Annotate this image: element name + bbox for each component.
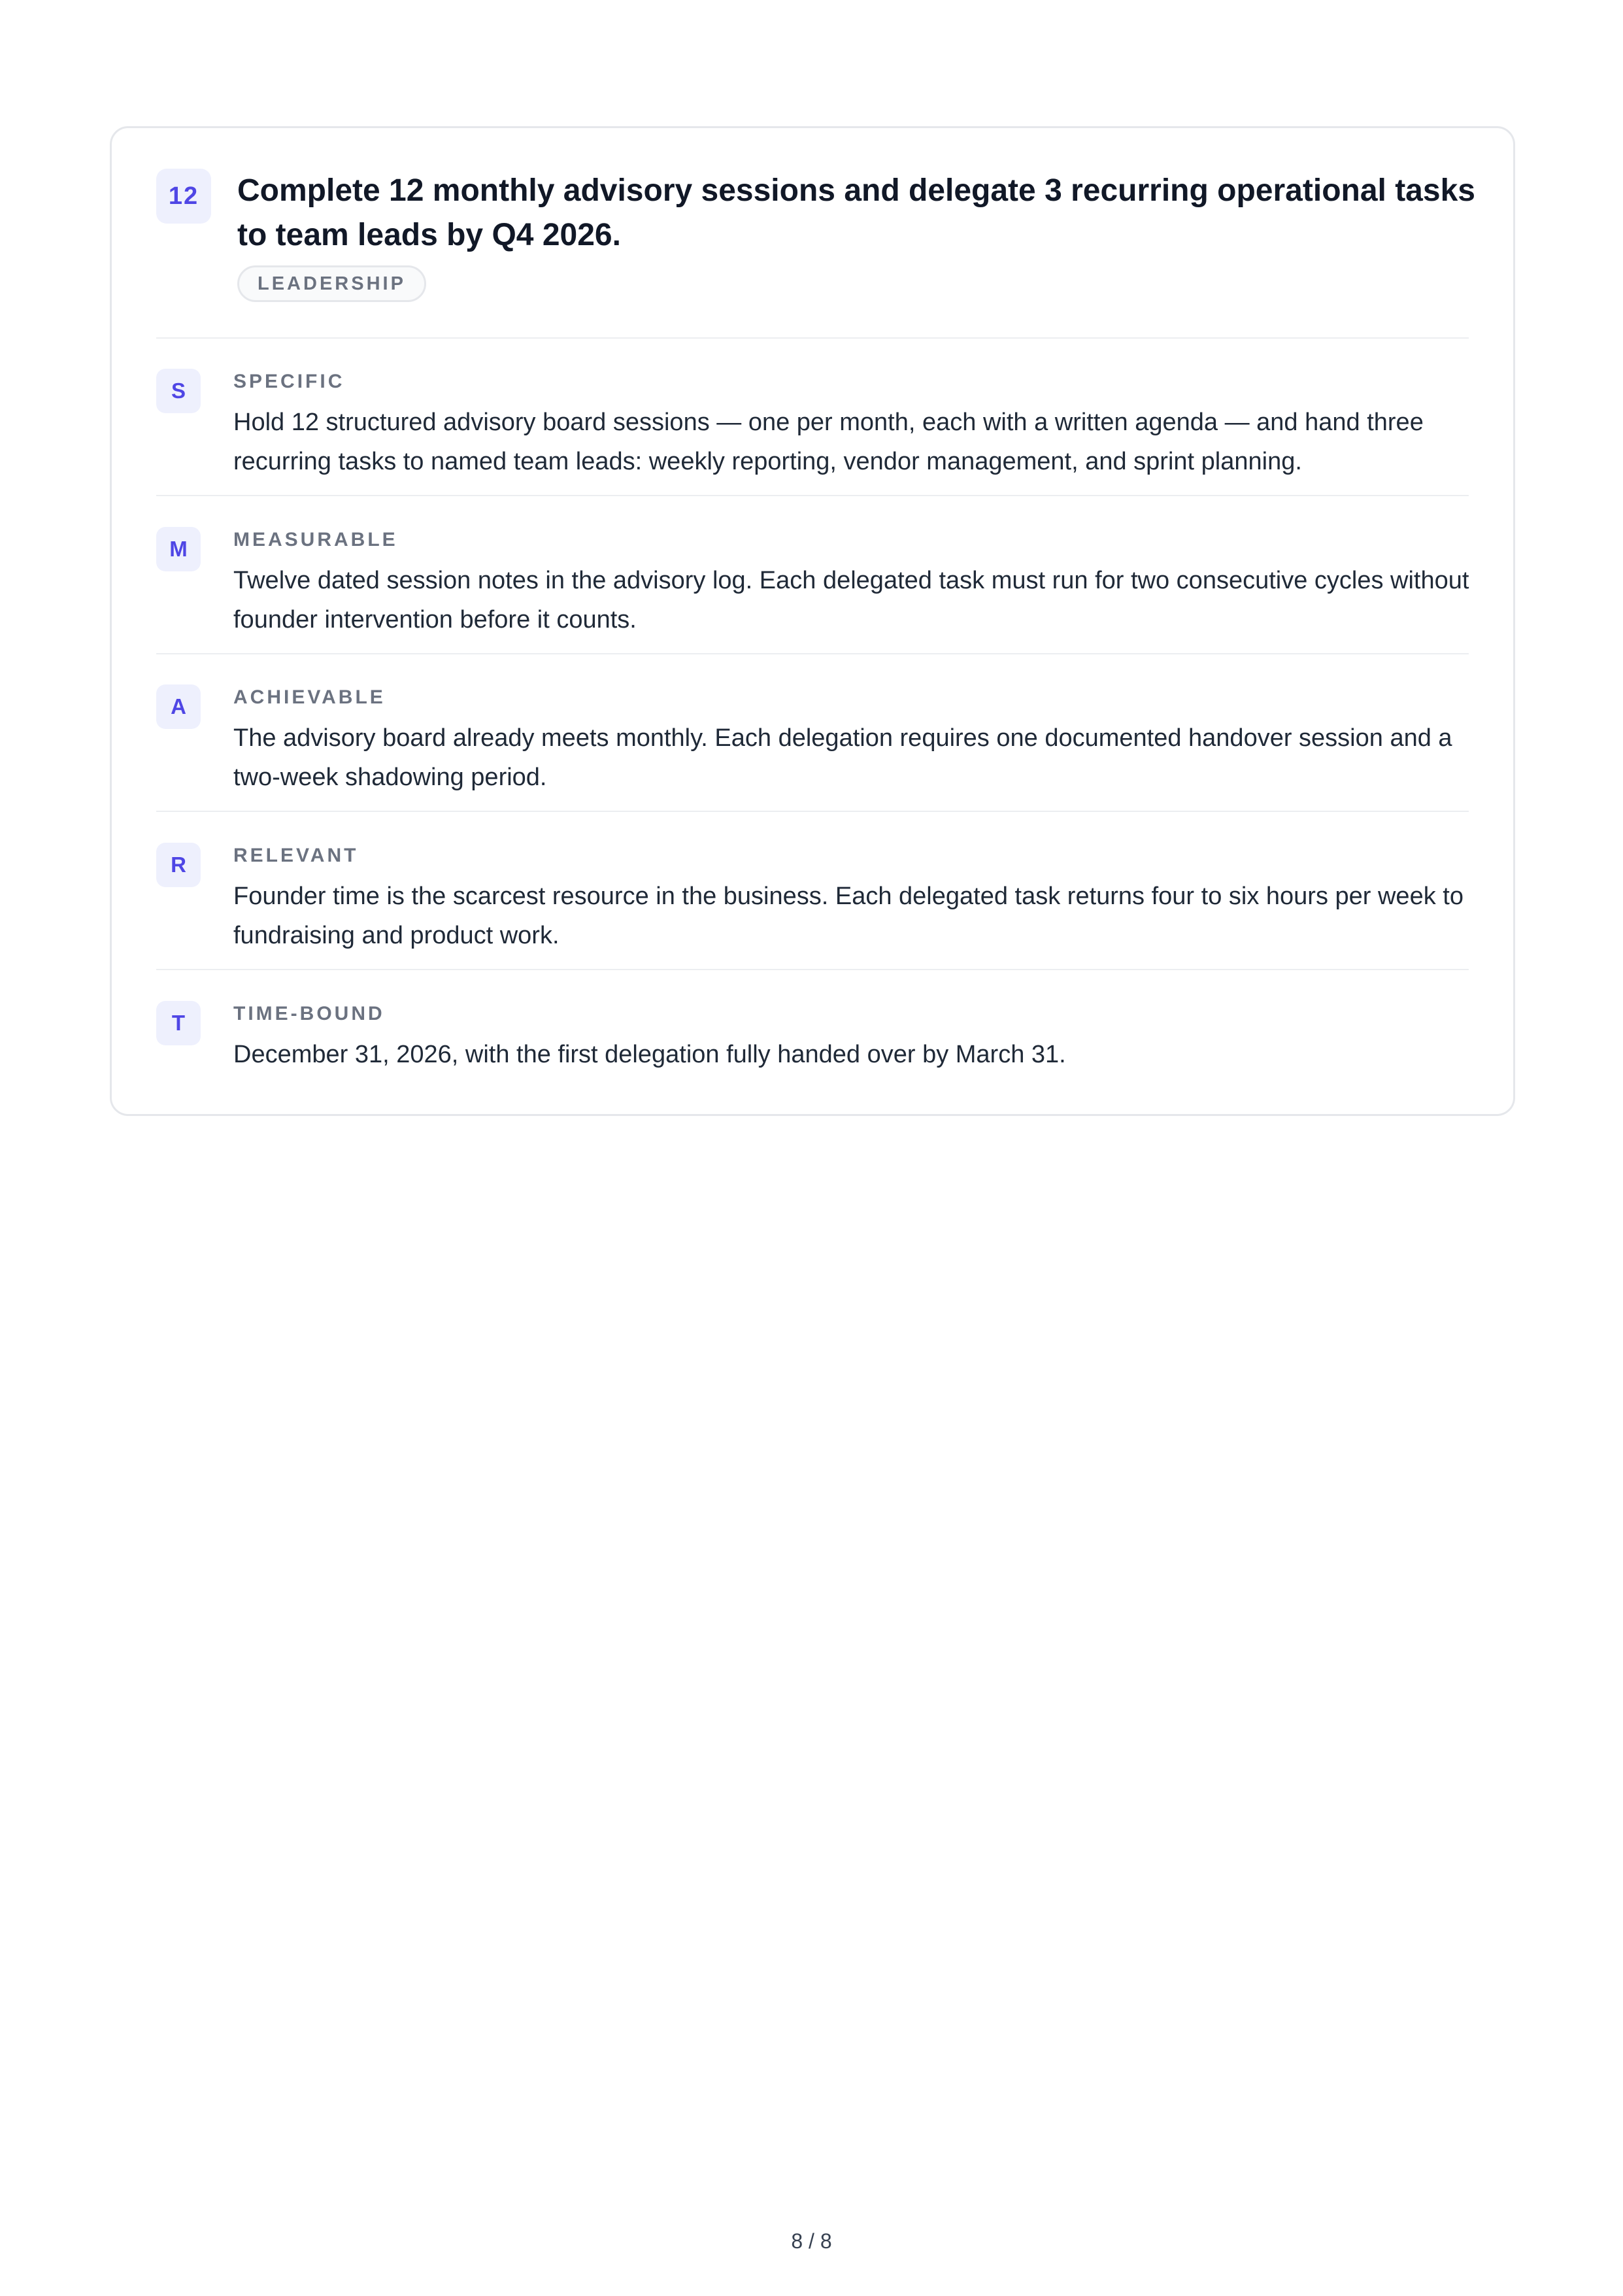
divider xyxy=(156,969,1469,970)
divider xyxy=(156,495,1469,496)
criterion-letter-badge: R xyxy=(156,843,201,887)
goal-category-tag: LEADERSHIP xyxy=(237,265,426,302)
criterion-specific xyxy=(156,369,1469,499)
criterion-letter-badge: T xyxy=(156,1001,201,1045)
criterion-text: Hold 12 structured advisory board sessions — one per month, each with a written agenda — and hand three recurring tasks to named team leads: weekly reporting, vendor management, and sprint planning. xyxy=(233,409,1424,475)
goal-title: Complete 12 monthly advisory sessions and delegate 3 recurring operational tasks to team leads by Q4 2026. xyxy=(237,173,1475,252)
criterion-label: RELEVANT xyxy=(233,845,359,866)
criterion-label: SPECIFIC xyxy=(233,371,345,392)
criterion-time-bound xyxy=(156,1001,1469,1079)
page-number: 8 / 8 xyxy=(791,2229,832,2253)
criterion-label: ACHIEVABLE xyxy=(233,686,386,708)
criterion-relevant xyxy=(156,843,1469,973)
criterion-label: TIME-BOUND xyxy=(233,1003,385,1024)
criterion-measurable xyxy=(156,527,1469,658)
criterion-text: Twelve dated session notes in the advisory log. Each delegated task must run for two consecutive cycles without founder intervention before it counts. xyxy=(233,567,1469,633)
criterion-label: MEASURABLE xyxy=(233,529,398,550)
criterion-text: The advisory board already meets monthly. Each delegation requires one documented handover session and a two-week shadowing period. xyxy=(233,724,1452,791)
divider xyxy=(156,811,1469,812)
divider xyxy=(156,653,1469,654)
goal-number-badge: 12 xyxy=(156,169,211,224)
goal-card xyxy=(110,126,1515,1116)
criterion-text: Founder time is the scarcest resource in the business. Each delegated task returns four to six hours per week to fundraising and product work. xyxy=(233,883,1464,949)
criterion-text: December 31, 2026, with the first delegation fully handed over by March 31. xyxy=(233,1041,1066,1068)
criterion-achievable xyxy=(156,684,1469,815)
criterion-letter-badge: S xyxy=(156,369,201,413)
criterion-letter-badge: A xyxy=(156,684,201,729)
divider xyxy=(156,337,1469,339)
criterion-letter-badge: M xyxy=(156,527,201,571)
